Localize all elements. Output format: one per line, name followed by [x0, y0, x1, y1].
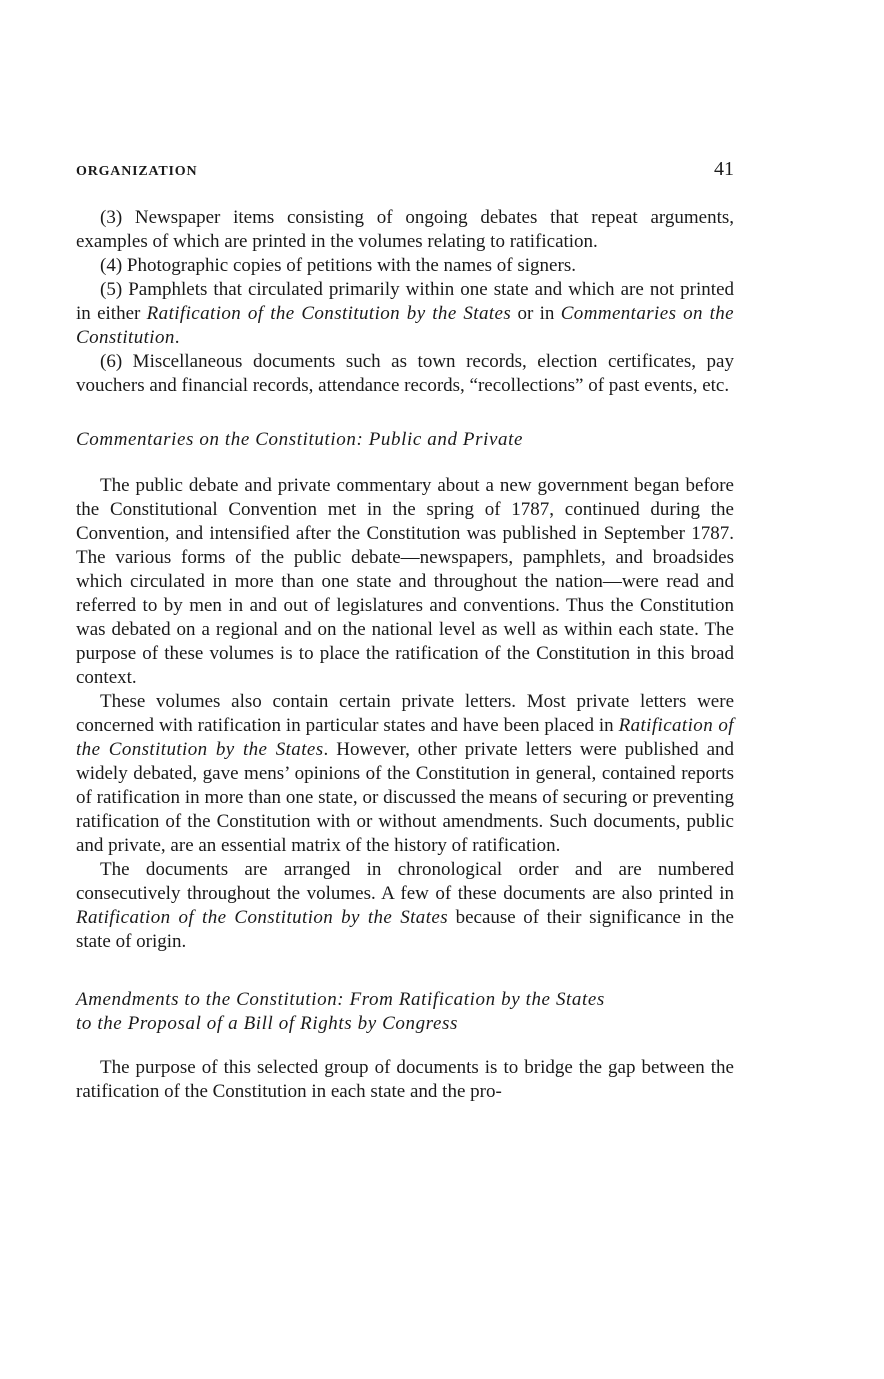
list-item — [76, 278, 734, 350]
list-item: (4) Photographic copies of petitions with the names of signers. — [100, 255, 576, 276]
paragraph — [76, 690, 734, 858]
paragraph-title: Ratification of the Constitution by the States — [76, 715, 734, 760]
section-heading-line: to the Proposal of a Bill of Rights by Congress — [76, 1013, 458, 1034]
section-heading-line: Amendments to the Constitution: From Ratification by the States — [76, 989, 605, 1010]
running-title: ORGANIZATION — [76, 164, 198, 179]
page-number: 41 — [714, 158, 734, 180]
paragraph-text: because of their significance in the state of origin. — [76, 907, 734, 952]
list-item-title: Ratification of the Constitution by the States — [146, 303, 512, 324]
list-item: (3) Newspaper items consisting of ongoing debates that repeat arguments, examples of which are printed in the volumes relating to ratification. — [76, 207, 734, 252]
list-item: (6) Miscellaneous documents such as town records, election certificates, pay vouchers and financial records, attendance records, “recollections” of past events, etc. — [76, 351, 734, 396]
running-head — [76, 158, 734, 206]
paragraph-text: . However, other private letters were published and widely debated, gave mens’ opinions of the Constitution in general, contained reports of ratification in more than one state, or discussed the means of securing or preventing ratification of the Constitution with or without amendments. Such documents, public and private, are an essential matrix of the history of ratification. — [76, 739, 734, 856]
paragraph-text: These volumes also contain certain private letters. Most private letters were concerned with ratification in particular states and have been placed in — [76, 691, 734, 736]
section-heading — [76, 988, 734, 1036]
paragraph-title: Ratification of the Constitution by the States — [76, 907, 449, 928]
list-item-title: Commentaries on the Constitution — [76, 303, 735, 348]
paragraph: The public debate and private commentary about a new government began before the Constitutional Convention met in the spring of 1787, continued during the Convention, and intensified after the Constitution was published in September 1787. The various forms of the public debate—newspapers, pamphlets, and broadsides which circulated in more than one state and throughout the nation—were read and referred to by men in and out of legislatures and conventions. Thus the Constitution was debated on a regional and on the national level as well as within each state. The purpose of these volumes is to place the ratification of the Constitution in this broad context. — [76, 475, 734, 688]
section-heading: Commentaries on the Constitution: Public and Private — [76, 429, 524, 450]
paragraph — [76, 858, 734, 954]
list-item-text: or in — [511, 303, 561, 324]
paragraph-text: The documents are arranged in chronological order and are numbered consecutively throughout the volumes. A few of these documents are also printed in — [76, 859, 734, 904]
list-item-text: (5) Pamphlets that circulated primarily within one state and which are not printed in either — [76, 279, 734, 324]
list-item-text: . — [174, 327, 180, 348]
paragraph: The purpose of this selected group of documents is to bridge the gap between the ratification of the Constitution in each state and the pro- — [76, 1057, 734, 1102]
document-page — [76, 158, 734, 1104]
